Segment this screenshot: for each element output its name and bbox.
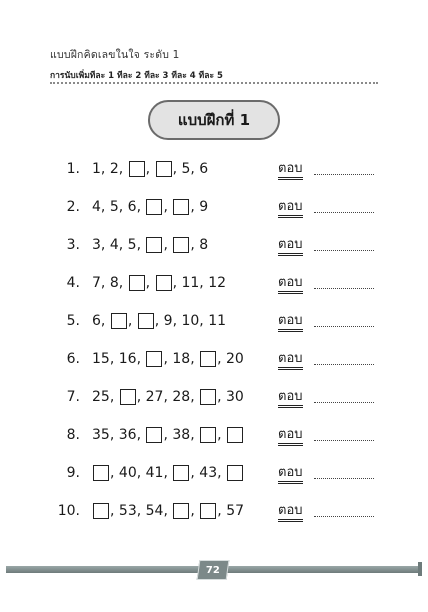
sequence-term: 6 bbox=[199, 161, 209, 177]
sequence-term: 30 bbox=[226, 389, 244, 405]
sequence-term: 5 bbox=[181, 161, 191, 177]
page-header bbox=[50, 46, 380, 82]
sequence-term: 2 bbox=[109, 161, 119, 177]
sequence-term: 25 bbox=[92, 389, 110, 405]
sequence-term: 5 bbox=[109, 199, 119, 215]
blank-box[interactable] bbox=[173, 199, 189, 215]
comma-separator: , bbox=[217, 503, 227, 519]
blank-box[interactable] bbox=[156, 275, 172, 291]
comma-separator: , bbox=[110, 465, 119, 481]
exercise-number: 7. bbox=[66, 389, 80, 405]
answer-line[interactable] bbox=[314, 440, 374, 441]
comma-separator: , bbox=[100, 275, 110, 291]
answer-line[interactable] bbox=[314, 326, 374, 327]
comma-separator: , bbox=[190, 427, 200, 443]
answer-label: ตอบ bbox=[278, 466, 303, 484]
sequence-term: 6 bbox=[92, 313, 101, 329]
comma-separator: , bbox=[118, 161, 128, 177]
comma-separator: , bbox=[109, 389, 119, 405]
exercise-number: 1. bbox=[66, 161, 80, 177]
sequence-term: 6 bbox=[127, 199, 137, 215]
exercise-number: 2. bbox=[66, 199, 80, 215]
comma-separator: , bbox=[163, 199, 173, 215]
comma-separator: , bbox=[163, 351, 173, 367]
blank-box[interactable] bbox=[227, 465, 243, 481]
comma-separator: , bbox=[190, 465, 200, 481]
comma-separator: , bbox=[163, 237, 173, 253]
blank-box[interactable] bbox=[111, 313, 127, 329]
answer-label: ตอบ bbox=[278, 352, 303, 370]
answer-line[interactable] bbox=[314, 478, 374, 479]
blank-box[interactable] bbox=[146, 351, 162, 367]
sequence-term: 54 bbox=[145, 503, 164, 519]
sequence-term: 43 bbox=[199, 465, 218, 481]
comma-separator: , bbox=[136, 199, 146, 215]
exercise-number: 5. bbox=[66, 313, 80, 329]
sequence-term: 57 bbox=[226, 503, 245, 519]
comma-separator: , bbox=[109, 351, 119, 367]
sequence-term: 11 bbox=[181, 275, 200, 291]
blank-box[interactable] bbox=[93, 465, 109, 481]
blank-box[interactable] bbox=[200, 389, 216, 405]
exercise-row bbox=[0, 154, 428, 192]
exercise-number: 6. bbox=[66, 351, 80, 367]
answer-label: ตอบ bbox=[278, 504, 303, 522]
comma-separator: , bbox=[118, 199, 128, 215]
answer-label: ตอบ bbox=[278, 390, 303, 408]
comma-separator: , bbox=[172, 275, 182, 291]
sequence-term: 11 bbox=[208, 313, 227, 329]
page-number-badge bbox=[197, 560, 230, 580]
sequence-term: 38 bbox=[172, 427, 191, 443]
comma-separator: , bbox=[163, 465, 173, 481]
sequence-term: 35 bbox=[92, 427, 110, 443]
number-sequence bbox=[92, 313, 226, 329]
answer-label: ตอบ bbox=[278, 428, 303, 446]
sequence-term: 12 bbox=[208, 275, 227, 291]
exercise-title: แบบฝึกที่ 1 bbox=[148, 100, 280, 140]
sequence-term: 5 bbox=[127, 237, 137, 253]
comma-separator: , bbox=[110, 503, 119, 519]
comma-separator: , bbox=[136, 465, 146, 481]
answer-label: ตอบ bbox=[278, 238, 303, 256]
answer-label: ตอบ bbox=[278, 200, 303, 218]
blank-box[interactable] bbox=[173, 503, 189, 519]
exercise-list bbox=[0, 154, 428, 534]
sequence-term: 8 bbox=[109, 275, 119, 291]
blank-box[interactable] bbox=[173, 237, 189, 253]
comma-separator: , bbox=[163, 389, 173, 405]
exercise-row bbox=[0, 344, 428, 382]
series-title: แบบฝึกคิดเลขในใจ ระดับ 1 bbox=[50, 49, 180, 61]
blank-box[interactable] bbox=[200, 351, 216, 367]
comma-separator: , bbox=[100, 199, 110, 215]
comma-separator: , bbox=[118, 237, 128, 253]
exercise-row bbox=[0, 496, 428, 534]
blank-box[interactable] bbox=[93, 503, 109, 519]
blank-box[interactable] bbox=[173, 465, 189, 481]
sequence-term: 1 bbox=[92, 161, 101, 177]
comma-separator: , bbox=[100, 161, 110, 177]
sequence-term: 7 bbox=[92, 275, 101, 291]
answer-line[interactable] bbox=[314, 288, 374, 289]
answer-label: ตอบ bbox=[278, 276, 303, 294]
number-sequence bbox=[92, 465, 244, 481]
comma-separator: , bbox=[217, 427, 227, 443]
exercise-number: 4. bbox=[66, 275, 80, 291]
comma-separator: , bbox=[190, 237, 200, 253]
comma-separator: , bbox=[190, 389, 200, 405]
blank-box[interactable] bbox=[200, 503, 216, 519]
sequence-term: 20 bbox=[226, 351, 244, 367]
comma-separator: , bbox=[172, 313, 182, 329]
sequence-term: 10 bbox=[181, 313, 200, 329]
number-sequence bbox=[92, 199, 208, 215]
blank-box[interactable] bbox=[129, 275, 145, 291]
exercise-number: 10. bbox=[57, 503, 80, 519]
sequence-term: 8 bbox=[199, 237, 209, 253]
answer-line[interactable] bbox=[314, 402, 374, 403]
exercise-number: 9. bbox=[66, 465, 80, 481]
comma-separator: , bbox=[145, 275, 155, 291]
blank-box[interactable] bbox=[129, 161, 145, 177]
exercise-row bbox=[0, 268, 428, 306]
sequence-term: 15 bbox=[92, 351, 110, 367]
sequence-term: 53 bbox=[118, 503, 137, 519]
blank-box[interactable] bbox=[227, 427, 243, 443]
sequence-term: 36 bbox=[118, 427, 137, 443]
footer-bar-end bbox=[418, 562, 422, 576]
sequence-term: 18 bbox=[172, 351, 191, 367]
answer-line[interactable] bbox=[314, 516, 374, 517]
blank-box[interactable] bbox=[156, 161, 172, 177]
comma-separator: , bbox=[199, 275, 209, 291]
comma-separator: , bbox=[136, 351, 146, 367]
exercise-row bbox=[0, 230, 428, 268]
comma-separator: , bbox=[154, 313, 164, 329]
sequence-term: 40 bbox=[118, 465, 137, 481]
comma-separator: , bbox=[199, 313, 209, 329]
comma-separator: , bbox=[100, 313, 110, 329]
sequence-term: 16 bbox=[118, 351, 137, 367]
number-sequence bbox=[92, 427, 244, 443]
number-sequence bbox=[92, 237, 208, 253]
comma-separator: , bbox=[136, 427, 146, 443]
page-number: 72 bbox=[206, 564, 220, 576]
comma-separator: , bbox=[109, 427, 119, 443]
blank-box[interactable] bbox=[200, 427, 216, 443]
sequence-term: 4 bbox=[92, 199, 101, 215]
comma-separator: , bbox=[172, 161, 182, 177]
blank-box[interactable] bbox=[138, 313, 154, 329]
number-sequence bbox=[92, 275, 226, 291]
comma-separator: , bbox=[190, 161, 200, 177]
blank-box[interactable] bbox=[146, 237, 162, 253]
comma-separator: , bbox=[190, 351, 200, 367]
sequence-term: 27 bbox=[145, 389, 164, 405]
comma-separator: , bbox=[118, 275, 128, 291]
sequence-term: 4 bbox=[109, 237, 119, 253]
sequence-term: 41 bbox=[145, 465, 164, 481]
answer-line[interactable] bbox=[314, 174, 374, 175]
exercise-row bbox=[0, 458, 428, 496]
number-sequence bbox=[92, 161, 208, 177]
dotted-divider bbox=[50, 82, 378, 84]
topic-subtitle: การนับเพิ่มทีละ 1 ทีละ 2 ทีละ 3 ทีละ 4 ทีละ 5 bbox=[50, 71, 223, 81]
exercise-row bbox=[0, 306, 428, 344]
comma-separator: , bbox=[163, 503, 173, 519]
comma-separator: , bbox=[145, 161, 155, 177]
comma-separator: , bbox=[136, 503, 146, 519]
answer-label: ตอบ bbox=[278, 314, 303, 332]
answer-line[interactable] bbox=[314, 250, 374, 251]
answer-line[interactable] bbox=[314, 364, 374, 365]
comma-separator: , bbox=[127, 313, 137, 329]
comma-separator: , bbox=[136, 237, 146, 253]
blank-box[interactable] bbox=[146, 199, 162, 215]
exercise-number: 8. bbox=[66, 427, 80, 443]
comma-separator: , bbox=[190, 503, 200, 519]
comma-separator: , bbox=[217, 351, 227, 367]
blank-box[interactable] bbox=[146, 427, 162, 443]
sequence-term: 9 bbox=[163, 313, 173, 329]
sequence-term: 9 bbox=[199, 199, 209, 215]
comma-separator: , bbox=[136, 389, 146, 405]
comma-separator: , bbox=[100, 237, 110, 253]
comma-separator: , bbox=[163, 427, 173, 443]
sequence-term: 28 bbox=[172, 389, 191, 405]
sequence-term: 3 bbox=[92, 237, 101, 253]
comma-separator: , bbox=[217, 465, 227, 481]
comma-separator: , bbox=[190, 199, 200, 215]
comma-separator: , bbox=[217, 389, 227, 405]
exercise-row bbox=[0, 420, 428, 458]
answer-label: ตอบ bbox=[278, 162, 303, 180]
exercise-row bbox=[0, 192, 428, 230]
exercise-row bbox=[0, 382, 428, 420]
number-sequence bbox=[92, 351, 244, 367]
exercise-number: 3. bbox=[66, 237, 80, 253]
blank-box[interactable] bbox=[120, 389, 136, 405]
number-sequence bbox=[92, 389, 244, 405]
number-sequence bbox=[92, 503, 244, 519]
answer-line[interactable] bbox=[314, 212, 374, 213]
